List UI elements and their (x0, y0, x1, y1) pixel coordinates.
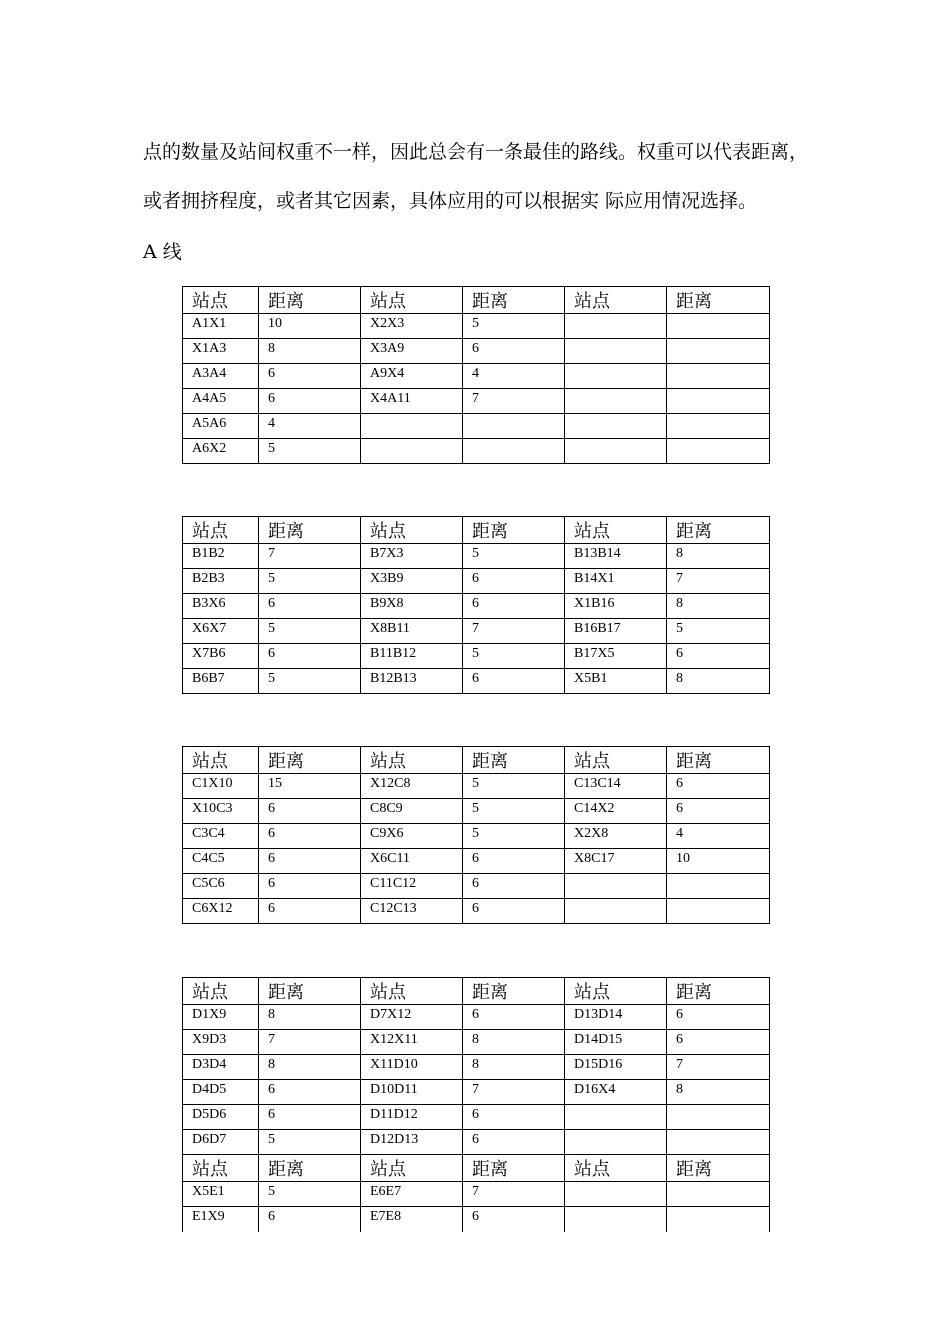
cell-distance: 6 (259, 594, 361, 619)
header-station: 站点 (183, 978, 259, 1005)
cell-station (565, 1207, 667, 1232)
table-row (183, 414, 770, 439)
header-distance: 距离 (463, 517, 565, 544)
table-row (183, 339, 770, 364)
cell-distance: 6 (259, 1207, 361, 1232)
table-header-row (183, 1155, 770, 1182)
cell-station: C9X6 (361, 824, 463, 849)
table-row (183, 799, 770, 824)
cell-station: B13B14 (565, 544, 667, 569)
cell-distance: 6 (463, 899, 565, 924)
cell-station (565, 899, 667, 924)
distance-table (182, 977, 770, 1232)
cell-distance: 4 (667, 824, 770, 849)
cell-distance: 7 (667, 569, 770, 594)
header-station: 站点 (565, 1155, 667, 1182)
cell-station (565, 439, 667, 464)
cell-station: C8C9 (361, 799, 463, 824)
cell-station: B2B3 (183, 569, 259, 594)
cell-distance: 5 (259, 439, 361, 464)
table-row (183, 314, 770, 339)
cell-distance: 6 (463, 339, 565, 364)
cell-station: X12X11 (361, 1030, 463, 1055)
cell-distance (667, 364, 770, 389)
table-row (183, 594, 770, 619)
cell-station: A5A6 (183, 414, 259, 439)
cell-distance: 6 (259, 799, 361, 824)
cell-distance: 5 (667, 619, 770, 644)
cell-distance: 5 (463, 314, 565, 339)
cell-station: D1X9 (183, 1005, 259, 1030)
cell-distance: 6 (463, 874, 565, 899)
cell-distance: 6 (259, 874, 361, 899)
header-distance: 距离 (259, 1155, 361, 1182)
cell-distance: 5 (463, 544, 565, 569)
cell-station (361, 439, 463, 464)
cell-station: D7X12 (361, 1005, 463, 1030)
cell-station: B3X6 (183, 594, 259, 619)
header-station: 站点 (565, 517, 667, 544)
cell-station: D10D11 (361, 1080, 463, 1105)
cell-distance: 5 (259, 1130, 361, 1155)
table-row (183, 824, 770, 849)
cell-station (565, 874, 667, 899)
cell-distance: 10 (259, 314, 361, 339)
cell-station (361, 414, 463, 439)
cell-station: D12D13 (361, 1130, 463, 1155)
cell-distance: 6 (463, 669, 565, 694)
header-distance: 距离 (667, 287, 770, 314)
header-distance: 距离 (463, 1155, 565, 1182)
header-station: 站点 (361, 517, 463, 544)
cell-station: B14X1 (565, 569, 667, 594)
paragraph-2: 或者拥挤程度，或者其它因素，具体应用的可以根据实 际应用情况选择。 (143, 190, 758, 212)
header-station: 站点 (361, 747, 463, 774)
table-row (183, 774, 770, 799)
cell-station: D5D6 (183, 1105, 259, 1130)
header-station: 站点 (183, 747, 259, 774)
cell-distance: 5 (259, 669, 361, 694)
cell-distance: 6 (259, 1080, 361, 1105)
cell-station: A4A5 (183, 389, 259, 414)
cell-station: B9X8 (361, 594, 463, 619)
cell-distance: 6 (463, 1005, 565, 1030)
cell-distance: 8 (259, 1005, 361, 1030)
cell-station (565, 1130, 667, 1155)
table-row (183, 1182, 770, 1207)
header-station: 站点 (183, 1155, 259, 1182)
table-row (183, 644, 770, 669)
table-row (183, 619, 770, 644)
cell-distance: 7 (667, 1055, 770, 1080)
cell-distance: 7 (463, 619, 565, 644)
cell-station (565, 314, 667, 339)
section-title: A 线 (143, 241, 182, 263)
cell-distance: 8 (667, 544, 770, 569)
cell-distance (667, 1182, 770, 1207)
cell-station: A3A4 (183, 364, 259, 389)
paragraph-1: 点的数量及站间权重不一样，因此总会有一条最佳的路线。权重可以代表距离， (143, 141, 809, 163)
distance-table (182, 516, 770, 694)
cell-station (565, 389, 667, 414)
cell-station: C3C4 (183, 824, 259, 849)
table-row (183, 1105, 770, 1130)
cell-station: C14X2 (565, 799, 667, 824)
cell-station: D16X4 (565, 1080, 667, 1105)
header-station: 站点 (565, 747, 667, 774)
cell-station: B11B12 (361, 644, 463, 669)
cell-distance: 7 (259, 544, 361, 569)
cell-distance: 7 (463, 389, 565, 414)
cell-distance: 4 (259, 414, 361, 439)
cell-station: B17X5 (565, 644, 667, 669)
table-row (183, 364, 770, 389)
table-row (183, 1080, 770, 1105)
cell-distance: 6 (259, 364, 361, 389)
table-header-row (183, 747, 770, 774)
cell-distance (667, 314, 770, 339)
cell-distance: 8 (259, 1055, 361, 1080)
cell-distance: 6 (259, 824, 361, 849)
header-station: 站点 (565, 287, 667, 314)
cell-distance: 6 (259, 1105, 361, 1130)
cell-station: D13D14 (565, 1005, 667, 1030)
header-distance: 距离 (259, 978, 361, 1005)
cell-station: X3A9 (361, 339, 463, 364)
table-row (183, 569, 770, 594)
cell-station: C5C6 (183, 874, 259, 899)
cell-station: X8C17 (565, 849, 667, 874)
header-station: 站点 (183, 517, 259, 544)
cell-station: D14D15 (565, 1030, 667, 1055)
header-distance: 距离 (259, 517, 361, 544)
cell-station: C12C13 (361, 899, 463, 924)
header-distance: 距离 (259, 747, 361, 774)
header-station: 站点 (565, 978, 667, 1005)
cell-station: A9X4 (361, 364, 463, 389)
header-distance: 距离 (463, 287, 565, 314)
cell-station: X3B9 (361, 569, 463, 594)
cell-station: C13C14 (565, 774, 667, 799)
header-distance: 距离 (259, 287, 361, 314)
cell-distance: 6 (667, 774, 770, 799)
cell-distance (667, 1207, 770, 1232)
cell-station: B12B13 (361, 669, 463, 694)
cell-distance: 7 (463, 1182, 565, 1207)
cell-station: X9D3 (183, 1030, 259, 1055)
cell-distance: 8 (667, 1080, 770, 1105)
cell-distance: 5 (463, 644, 565, 669)
table-header-row (183, 287, 770, 314)
cell-distance: 7 (463, 1080, 565, 1105)
table-header-row (183, 978, 770, 1005)
header-distance: 距离 (667, 517, 770, 544)
cell-station: X7B6 (183, 644, 259, 669)
cell-station: D4D5 (183, 1080, 259, 1105)
cell-station (565, 364, 667, 389)
cell-station: E6E7 (361, 1182, 463, 1207)
cell-station: B16B17 (565, 619, 667, 644)
cell-distance (463, 414, 565, 439)
header-distance: 距离 (463, 747, 565, 774)
cell-distance (667, 899, 770, 924)
cell-station (565, 339, 667, 364)
table-row (183, 849, 770, 874)
cell-distance: 5 (259, 1182, 361, 1207)
cell-distance: 5 (259, 619, 361, 644)
cell-station: X4A11 (361, 389, 463, 414)
cell-distance: 6 (463, 569, 565, 594)
table-row (183, 1055, 770, 1080)
cell-station: A1X1 (183, 314, 259, 339)
cell-station: A6X2 (183, 439, 259, 464)
cell-distance: 5 (463, 774, 565, 799)
table-row (183, 669, 770, 694)
cell-station: X10C3 (183, 799, 259, 824)
cell-distance: 6 (463, 849, 565, 874)
cell-station: D6D7 (183, 1130, 259, 1155)
cell-distance: 6 (667, 799, 770, 824)
table-row (183, 1005, 770, 1030)
cell-station: B1B2 (183, 544, 259, 569)
cell-distance (463, 439, 565, 464)
cell-distance: 6 (259, 389, 361, 414)
cell-distance (667, 414, 770, 439)
cell-distance (667, 874, 770, 899)
header-distance: 距离 (667, 1155, 770, 1182)
cell-distance: 8 (259, 339, 361, 364)
cell-distance: 8 (463, 1030, 565, 1055)
cell-distance: 6 (259, 849, 361, 874)
cell-station: X12C8 (361, 774, 463, 799)
cell-distance: 5 (259, 569, 361, 594)
cell-station (565, 414, 667, 439)
table-row (183, 544, 770, 569)
cell-station: X1B16 (565, 594, 667, 619)
distance-table (182, 286, 770, 464)
table-row (183, 899, 770, 924)
cell-distance: 4 (463, 364, 565, 389)
cell-distance: 7 (259, 1030, 361, 1055)
cell-station: X1A3 (183, 339, 259, 364)
cell-distance: 8 (667, 669, 770, 694)
header-station: 站点 (361, 287, 463, 314)
cell-station: X5E1 (183, 1182, 259, 1207)
cell-station: X11D10 (361, 1055, 463, 1080)
cell-station: B6B7 (183, 669, 259, 694)
cell-distance: 6 (259, 644, 361, 669)
cell-station: D11D12 (361, 1105, 463, 1130)
cell-distance (667, 339, 770, 364)
table-row (183, 1207, 770, 1232)
cell-distance: 6 (667, 644, 770, 669)
table-row (183, 389, 770, 414)
cell-distance: 10 (667, 849, 770, 874)
cell-station: B7X3 (361, 544, 463, 569)
cell-distance (667, 1105, 770, 1130)
cell-station: D15D16 (565, 1055, 667, 1080)
cell-distance: 5 (463, 799, 565, 824)
cell-station (565, 1105, 667, 1130)
cell-station: X8B11 (361, 619, 463, 644)
header-distance: 距离 (667, 978, 770, 1005)
header-distance: 距离 (667, 747, 770, 774)
table-row (183, 1030, 770, 1055)
table-row (183, 439, 770, 464)
cell-distance: 5 (463, 824, 565, 849)
table-header-row (183, 517, 770, 544)
cell-station (565, 1182, 667, 1207)
table-row (183, 1130, 770, 1155)
distance-table (182, 746, 770, 924)
cell-distance: 15 (259, 774, 361, 799)
header-distance: 距离 (463, 978, 565, 1005)
cell-station: X6C11 (361, 849, 463, 874)
cell-station: X2X8 (565, 824, 667, 849)
cell-station: X2X3 (361, 314, 463, 339)
cell-station: C6X12 (183, 899, 259, 924)
cell-distance: 6 (463, 594, 565, 619)
cell-station: E1X9 (183, 1207, 259, 1232)
cell-distance (667, 1130, 770, 1155)
cell-distance: 6 (463, 1207, 565, 1232)
cell-distance: 8 (463, 1055, 565, 1080)
cell-station: X6X7 (183, 619, 259, 644)
header-station: 站点 (361, 978, 463, 1005)
cell-distance: 8 (667, 594, 770, 619)
table-row (183, 874, 770, 899)
cell-station: C4C5 (183, 849, 259, 874)
cell-station: D3D4 (183, 1055, 259, 1080)
header-station: 站点 (183, 287, 259, 314)
cell-station: C11C12 (361, 874, 463, 899)
cell-distance (667, 439, 770, 464)
cell-distance: 6 (463, 1130, 565, 1155)
header-station: 站点 (361, 1155, 463, 1182)
cell-station: E7E8 (361, 1207, 463, 1232)
cell-station: X5B1 (565, 669, 667, 694)
cell-distance (667, 389, 770, 414)
cell-distance: 6 (667, 1030, 770, 1055)
cell-distance: 6 (463, 1105, 565, 1130)
cell-station: C1X10 (183, 774, 259, 799)
cell-distance: 6 (259, 899, 361, 924)
cell-distance: 6 (667, 1005, 770, 1030)
